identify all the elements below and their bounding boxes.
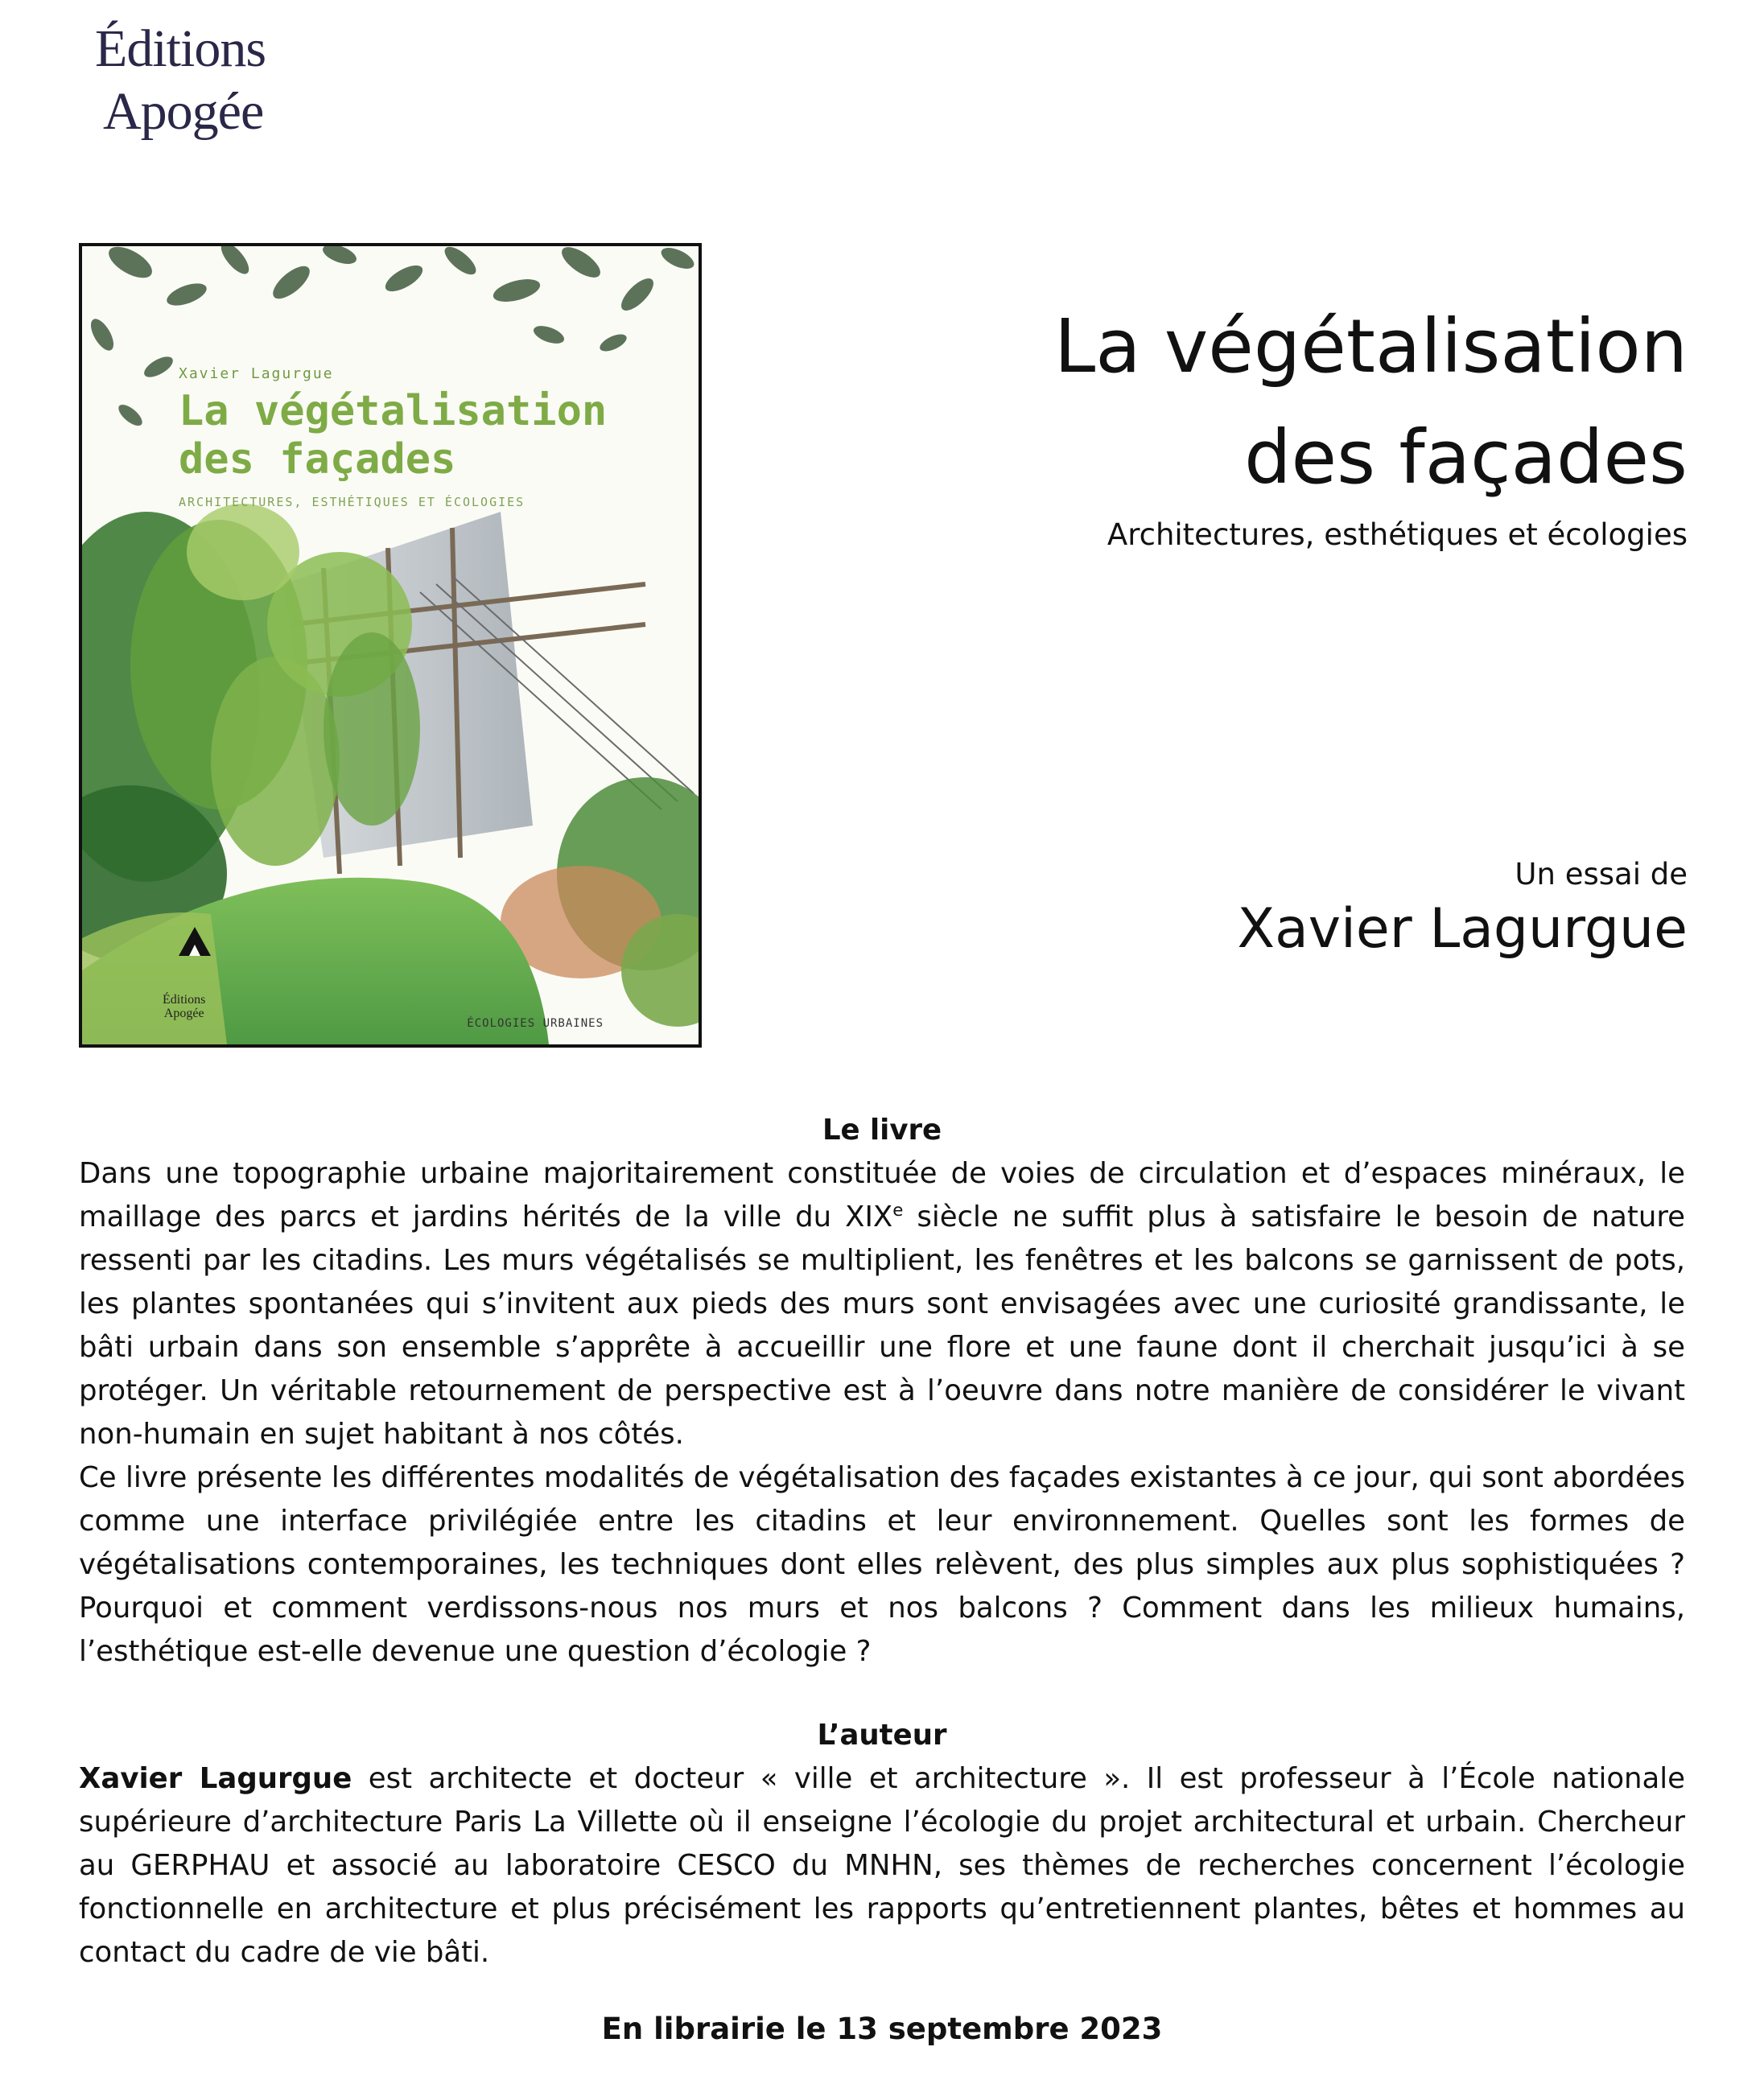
essay-label: Un essai de <box>1515 857 1688 892</box>
cover-series: ÉCOLOGIES URBAINES <box>467 1017 604 1030</box>
page-subtitle: Architectures, esthétiques et écologies <box>1107 517 1688 552</box>
book-heading: Le livre <box>822 1114 942 1147</box>
title-line-1: La végétalisation <box>1053 303 1688 389</box>
cover-author: Xavier Lagurgue <box>179 365 334 382</box>
century-superscript: e <box>892 1200 904 1221</box>
author-bio <box>79 1757 1685 1975</box>
cover-publisher-line-1: Éditions <box>163 993 206 1007</box>
book-paragraph-2: Ce livre présente les différentes modalités de végétalisation des façades existantes à ce jour, qui sont abordées comme une interface privilégiée entre les citadins et leur environnement. Quelles sont les formes de végétalisations contemporaines, les techniques dont elles relèvent, des plus simples aux plus sophistiquées ? Pourquoi et comment verdissons-nous nos murs et nos balcons ? Comment dans les milieux humains, l’esthétique est-elle devenue une question d’écologie ? <box>79 1461 1685 1668</box>
cover-text <box>179 365 629 509</box>
essay-block <box>1238 855 1688 964</box>
author-heading: L’auteur <box>817 1719 947 1752</box>
cover-publisher-mark <box>163 993 205 1020</box>
logo-line-1: Éditions <box>95 19 266 78</box>
release-date: En librairie le 13 septembre 2023 <box>601 2012 1163 2046</box>
author-bio-name: Xavier Lagurgue <box>79 1762 352 1795</box>
book-paragraph-1-part-1: Dans une topographie urbaine majoritairement constituée de voies de circulation et d’espaces minéraux, le maillage des parcs et jardins hérités de la ville du XIX <box>79 1157 1685 1233</box>
author-section <box>79 1714 1685 1975</box>
author-name: Xavier Lagurgue <box>1237 897 1688 961</box>
book-section <box>79 1109 1685 1674</box>
logo-line-2: Apogée <box>103 82 264 141</box>
cover-publisher-line-2: Apogée <box>163 1007 204 1020</box>
book-cover <box>79 243 702 1048</box>
author-bio-text: est architecte et docteur « ville et architecture ». Il est professeur à l’École nationale supérieure d’architecture Paris La Villette où il enseigne l’écologie du projet architectural et urbain. Chercheur au GERPHAU et associé au laboratoire CESCO du MNHN, ses thèmes de recherches concernent l’écologie fonctionnelle en architecture et plus précisément les rapports qu’entretiennent plantes, bêtes et hommes au contact du cadre de vie bâti. <box>79 1762 1686 1969</box>
cover-title: La végétalisation des façades <box>179 387 608 484</box>
page-title <box>1054 291 1688 513</box>
book-paragraph-1-part-2: siècle ne suffit plus à satisfaire le besoin de nature ressenti par les citadins. Les murs végétalisés se multiplient, les fenêtres et les balcons se garnissent de pots, les plantes spontanées qui s’invitent aux pieds des murs sont envisagées avec une curiosité grandissante, le bâti urbain dans son ensemble s’apprête à accueillir une flore et une faune dont il cherchait jusqu’ici à se protéger. Un véritable retournement de perspective est à l’oeuvre dans notre manière de considérer le vivant non-humain en sujet habitant à nos côtés. <box>79 1200 1685 1451</box>
title-block <box>1054 291 1688 555</box>
title-line-2: des façades <box>1244 414 1688 500</box>
cover-subtitle: ARCHITECTURES, ESTHÉTIQUES ET ÉCOLOGIES <box>179 495 525 509</box>
publisher-logo <box>95 18 266 143</box>
book-paragraph-1 <box>79 1152 1685 1456</box>
